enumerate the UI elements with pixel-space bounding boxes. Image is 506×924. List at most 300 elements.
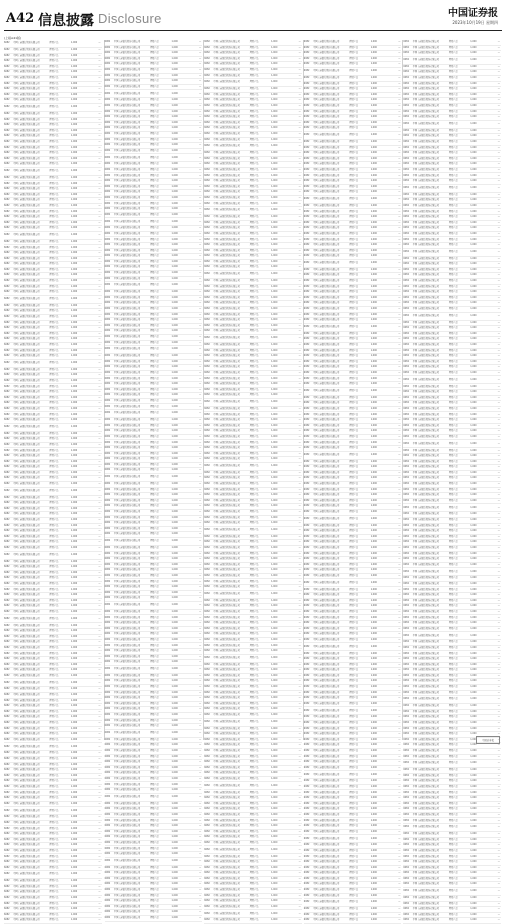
table-cell: 6082 (104, 794, 111, 798)
table-cell: 中国工商银行股份有限公司 (412, 609, 439, 613)
table-cell: 6082 (403, 434, 409, 438)
table-cell: 理财产品 (150, 667, 159, 671)
table-cell: 1,000 (271, 51, 278, 55)
table-cell: — (398, 796, 401, 800)
table-cell: — (497, 576, 500, 580)
table-cell: 中国工商银行股份有限公司 (113, 162, 141, 166)
table-cell: 6082 (403, 697, 409, 701)
table-cell: 1,000 (271, 865, 278, 869)
table-cell: — (398, 40, 401, 44)
table-cell: 理财产品 (150, 916, 159, 920)
table-cell: 1,000 (470, 662, 477, 666)
table-cell: 理财产品 (249, 151, 259, 155)
table-cell: 1,000 (470, 307, 477, 311)
table-cell: 6082 (204, 115, 210, 119)
table-cell: 中国工商银行股份有限公司 (313, 493, 340, 497)
table-cell: 6082 (204, 696, 210, 700)
table-cell: 1,000 (470, 284, 477, 288)
table-cell: 中国工商银行股份有限公司 (313, 562, 340, 566)
table-cell: 理财产品 (249, 457, 259, 461)
table-cell: 6082 (104, 347, 111, 351)
table-cell: 中国工商银行股份有限公司 (13, 98, 40, 102)
table-cell: 中国工商银行股份有限公司 (113, 126, 141, 130)
table-cell: 理财产品 (349, 267, 359, 271)
table-cell: 6082 (104, 737, 111, 741)
table-cell: 1,000 (70, 576, 78, 580)
table-cell: — (398, 470, 401, 474)
table-cell: — (98, 437, 101, 441)
table-cell: — (398, 546, 401, 549)
table-cell: 1,000 (70, 406, 78, 410)
table-cell: — (98, 598, 101, 602)
table-cell: 理财产品 (448, 237, 458, 241)
table-cell: 理财产品 (49, 418, 59, 422)
table-cell: 1,000 (470, 534, 477, 538)
table-cell: 1,000 (370, 215, 377, 219)
table-row (204, 719, 302, 727)
table-cell: 理财产品 (150, 173, 159, 177)
table-cell: 6082 (104, 801, 111, 805)
table-cell: 中国工商银行股份有限公司 (13, 552, 40, 556)
table-cell: 6082 (403, 173, 409, 177)
table-cell: — (98, 593, 101, 597)
table-cell: 6082 (4, 559, 10, 563)
table-cell: — (298, 393, 301, 397)
table-cell: 1,000 (271, 120, 278, 124)
table-cell: 1,000 (370, 843, 377, 847)
table-cell: 6082 (4, 378, 10, 382)
table-cell: — (497, 640, 500, 644)
table-cell: 理财产品 (150, 579, 159, 583)
table-cell: 理财产品 (249, 893, 259, 897)
table-cell: 中国工商银行股份有限公司 (113, 179, 141, 183)
table-cell: 中国工商银行股份有限公司 (412, 848, 439, 852)
table-cell: 中国工商银行股份有限公司 (113, 568, 141, 572)
table-cell: 中国工商银行股份有限公司 (213, 626, 240, 630)
table-cell: 理财产品 (150, 521, 159, 525)
table-cell: 理财产品 (349, 69, 359, 73)
table-cell: — (298, 348, 301, 352)
table-cell: 理财产品 (49, 495, 59, 499)
table-cell: — (497, 173, 500, 177)
table-cell: 理财产品 (448, 215, 458, 219)
table-cell: 1,000 (70, 704, 78, 708)
table-cell: 1,000 (171, 84, 178, 88)
table-cell: 1,000 (171, 812, 178, 816)
table-cell: 中国工商银行股份有限公司 (213, 400, 240, 404)
table-cell: 6082 (303, 307, 310, 311)
table-cell: 1,000 (370, 534, 377, 538)
table-cell: — (298, 701, 301, 705)
table-cell: 1,000 (70, 123, 78, 127)
table-cell: 中国工商银行股份有限公司 (13, 726, 40, 730)
table-cell: 6082 (403, 226, 409, 230)
table-cell: 6082 (403, 401, 409, 405)
table-cell: 中国工商银行股份有限公司 (13, 762, 40, 766)
table-cell: 理财产品 (249, 215, 259, 219)
table-cell: 中国工商银行股份有限公司 (13, 482, 40, 486)
table-cell: 1,000 (370, 615, 377, 619)
table-cell: — (497, 51, 500, 55)
table-cell: 1,000 (70, 604, 78, 608)
table-cell: 6082 (104, 143, 111, 147)
table-cell: 中国工商银行股份有限公司 (13, 220, 40, 224)
table-cell: 1,000 (271, 265, 278, 269)
table-cell: 中国工商银行股份有限公司 (113, 760, 141, 764)
table-cell: 1,000 (171, 579, 178, 583)
table-cell: 理财产品 (249, 208, 259, 212)
table-cell: 中国工商银行股份有限公司 (113, 440, 141, 444)
table-cell: 理财产品 (349, 760, 359, 764)
table-cell: 理财产品 (150, 754, 159, 758)
table-cell: 6082 (204, 120, 210, 124)
table-cell: 中国工商银行股份有限公司 (13, 901, 40, 905)
table-cell: 6082 (303, 562, 310, 566)
table-cell: 1,000 (271, 279, 278, 283)
table-cell: 1,000 (370, 546, 377, 549)
table-cell: 6082 (204, 201, 210, 205)
table-cell: 中国工商银行股份有限公司 (412, 569, 439, 573)
table-cell: 6082 (403, 348, 409, 352)
table-cell: 1,000 (370, 726, 377, 730)
table-cell: 1,000 (271, 62, 278, 66)
table-cell: 理财产品 (448, 768, 458, 772)
table-cell: — (497, 651, 500, 655)
table-cell: 中国工商银行股份有限公司 (113, 231, 141, 235)
table-cell: 6082 (4, 367, 10, 371)
table-cell: — (98, 865, 101, 869)
table-cell: 中国工商银行股份有限公司 (213, 220, 240, 224)
table-cell: 6082 (403, 98, 409, 102)
table-cell: 6082 (204, 585, 210, 589)
table-cell: 6082 (204, 279, 210, 283)
table-cell: 中国工商银行股份有限公司 (313, 459, 340, 463)
table-cell: 6082 (403, 551, 409, 555)
table-cell: — (398, 843, 401, 847)
table-cell: 中国工商银行股份有限公司 (113, 626, 141, 630)
table-cell: 6082 (104, 212, 111, 216)
table-cell: 理财产品 (349, 370, 359, 374)
table-cell: 1,000 (271, 609, 278, 613)
table-cell: 6082 (403, 390, 409, 394)
table-cell: 理财产品 (349, 179, 359, 183)
table-cell: — (497, 784, 500, 788)
table-cell: 理财产品 (150, 446, 159, 450)
table-cell: — (98, 198, 101, 202)
table-cell: 1,000 (70, 488, 78, 492)
table-cell: 1,000 (171, 754, 178, 758)
table-cell: 1,000 (171, 201, 178, 205)
table-row (403, 249, 501, 257)
table-cell: 理财产品 (150, 673, 159, 677)
table-cell: 6082 (204, 51, 210, 55)
table-cell: 中国工商银行股份有限公司 (13, 459, 40, 463)
table-cell: 1,000 (271, 615, 278, 619)
table-cell: 中国工商银行股份有限公司 (313, 529, 340, 533)
table-cell: 中国工商银行股份有限公司 (313, 120, 340, 124)
table-cell: 中国工商银行股份有限公司 (113, 765, 141, 769)
table-cell: 1,000 (70, 901, 78, 905)
table-cell: — (398, 348, 401, 352)
table-cell: — (398, 540, 401, 544)
table-cell: 理财产品 (150, 568, 159, 572)
table-cell: 1,000 (271, 621, 278, 625)
table-cell: 1,000 (470, 51, 477, 55)
table-cell: 1,000 (470, 593, 477, 597)
table-cell: 6082 (303, 87, 310, 91)
table-cell: — (98, 128, 101, 132)
table-cell: 中国工商银行股份有限公司 (13, 604, 40, 608)
table-cell: 1,000 (470, 249, 477, 253)
table-cell: 6082 (403, 290, 409, 294)
table-cell: 中国工商银行股份有限公司 (213, 92, 240, 96)
table-cell: 1,000 (271, 162, 278, 166)
table-cell: 1,000 (470, 651, 477, 655)
table-cell: 1,000 (171, 312, 178, 316)
table-cell: 中国工商银行股份有限公司 (313, 836, 340, 840)
table-cell: 6082 (204, 40, 210, 44)
table-cell: 中国工商银行股份有限公司 (412, 768, 439, 772)
table-cell: 中国工商银行股份有限公司 (213, 754, 240, 758)
table-cell: 1,000 (70, 384, 78, 388)
table-cell: — (497, 243, 500, 247)
table-cell: 6082 (204, 440, 210, 444)
table-cell: 1,000 (271, 370, 278, 374)
table-cell: 中国工商银行股份有限公司 (213, 190, 240, 194)
table-cell: — (398, 829, 401, 833)
table-cell: 中国工商银行股份有限公司 (13, 796, 40, 800)
table-cell: 6082 (303, 248, 310, 252)
table-cell: 理财产品 (448, 459, 458, 463)
table-cell: — (298, 109, 301, 113)
table-cell: 中国工商银行股份有限公司 (13, 105, 40, 109)
table-cell: 1,000 (271, 80, 278, 84)
table-cell: — (199, 824, 202, 828)
table-cell: 中国工商银行股份有限公司 (113, 340, 141, 344)
table-cell: 中国工商银行股份有限公司 (412, 109, 439, 113)
table-cell: 1,000 (370, 388, 377, 392)
table-cell: 理财产品 (448, 249, 458, 253)
table-cell: 1,000 (370, 504, 377, 508)
table-cell: 中国工商银行股份有限公司 (412, 140, 439, 143)
table-cell: 1,000 (370, 662, 377, 666)
table-cell: 中国工商银行股份有限公司 (13, 128, 40, 132)
table-cell: — (199, 801, 202, 805)
table-cell: 1,000 (470, 754, 477, 758)
table-cell: 6082 (204, 295, 210, 299)
table-cell: 理财产品 (349, 743, 359, 747)
table-cell: — (398, 715, 401, 719)
table-cell: — (298, 510, 301, 514)
table-cell: 理财产品 (448, 865, 458, 869)
table-cell: 理财产品 (49, 290, 59, 294)
table-cell: 理财产品 (49, 215, 59, 219)
table-cell: 6082 (204, 162, 210, 166)
table-cell: 1,000 (470, 320, 477, 324)
table-cell: 6082 (403, 512, 409, 516)
table-cell: 1,000 (171, 621, 178, 625)
table-cell: — (398, 243, 401, 247)
table-cell: 1,000 (70, 59, 78, 63)
table-cell: 中国工商银行股份有限公司 (113, 98, 141, 102)
table-cell: 1,000 (470, 779, 477, 783)
table-cell: 6082 (204, 126, 210, 130)
table-cell: — (398, 382, 401, 386)
table-cell: — (199, 690, 202, 694)
table-cell: — (298, 732, 301, 736)
table-cell: 理财产品 (349, 133, 359, 137)
table-cell: 理财产品 (448, 273, 458, 277)
table-cell: 6082 (4, 331, 10, 335)
table-cell: 6082 (204, 626, 210, 630)
table-cell: — (398, 562, 401, 566)
table-cell: 中国工商银行股份有限公司 (13, 279, 40, 283)
table-cell: 1,000 (271, 418, 278, 422)
table-cell: 1,000 (271, 195, 278, 199)
table-cell: — (199, 667, 202, 671)
table-cell: — (398, 568, 401, 572)
table-cell: — (199, 307, 202, 311)
table-cell: 6082 (104, 179, 111, 183)
table-cell: 1,000 (271, 487, 278, 491)
table-cell: 中国工商银行股份有限公司 (113, 782, 141, 786)
table-cell: — (298, 115, 301, 119)
table-cell: — (497, 901, 500, 905)
table-cell: 理财产品 (448, 290, 458, 294)
table-cell: 6082 (403, 337, 409, 341)
table-cell: 6082 (104, 660, 111, 664)
table-cell: 6082 (204, 464, 210, 468)
table-cell: 中国工商银行股份有限公司 (213, 790, 240, 794)
table-cell: 中国工商银行股份有限公司 (13, 251, 40, 255)
table-cell: 中国工商银行股份有限公司 (412, 645, 439, 649)
table-cell: 6082 (104, 387, 111, 391)
table-cell: 理财产品 (49, 454, 59, 458)
table-cell: 1,000 (70, 529, 78, 533)
table-cell: 1,000 (271, 457, 278, 461)
table-cell: — (98, 117, 101, 121)
table-cell: 中国工商银行股份有限公司 (313, 145, 340, 149)
table-cell: 中国工商银行股份有限公司 (13, 506, 40, 510)
table-cell: 6082 (204, 807, 210, 811)
table-cell: 6082 (303, 516, 310, 520)
table-cell: — (98, 92, 101, 96)
table-cell: 中国工商银行股份有限公司 (113, 283, 141, 287)
table-cell: — (98, 459, 101, 463)
table-cell: 理财产品 (150, 237, 159, 241)
table-cell: 6082 (4, 495, 10, 499)
table-cell: — (497, 377, 500, 381)
table-cell: — (199, 359, 202, 363)
table-cell: 理财产品 (150, 109, 159, 113)
table-cell: 理财产品 (249, 156, 259, 160)
table-cell: 中国工商银行股份有限公司 (313, 173, 340, 177)
table-cell: 1,000 (470, 64, 477, 68)
table-cell: 1,000 (370, 248, 377, 252)
table-cell: 中国工商银行股份有限公司 (213, 632, 240, 636)
table-cell: 理财产品 (249, 579, 259, 583)
table-cell: — (98, 233, 101, 237)
table-cell: 中国工商银行股份有限公司 (313, 203, 340, 207)
table-cell: 1,000 (271, 562, 278, 566)
table-cell: 理财产品 (349, 685, 359, 689)
table-cell: — (98, 843, 101, 847)
table-cell: 中国工商银行股份有限公司 (213, 109, 240, 113)
table-cell: 6082 (403, 604, 409, 608)
table-row (403, 824, 501, 832)
table-cell: 理财产品 (49, 181, 59, 185)
table-cell: 1,000 (370, 796, 377, 800)
table-cell: 1,000 (70, 284, 78, 288)
table-cell: 中国工商银行股份有限公司 (13, 884, 40, 888)
table-cell: 6082 (303, 708, 310, 712)
table-cell: 1,000 (370, 848, 377, 852)
table-cell: 6082 (204, 423, 210, 427)
table-cell: — (199, 916, 202, 920)
table-cell: — (98, 801, 101, 805)
table-cell: 中国工商银行股份有限公司 (412, 761, 439, 765)
table-cell: 中国工商银行股份有限公司 (412, 459, 439, 463)
table-cell: — (497, 837, 500, 841)
table-cell: — (497, 534, 500, 538)
table-cell: 6082 (403, 626, 409, 630)
table-cell: 1,000 (70, 534, 78, 538)
table-cell: 1,000 (271, 551, 278, 555)
table-cell: 中国工商银行股份有限公司 (412, 796, 439, 800)
table-cell: 1,000 (370, 657, 377, 661)
table-cell: 6082 (403, 128, 409, 132)
table-cell: 1,000 (171, 585, 178, 589)
table-cell: 1,000 (70, 337, 78, 341)
table-cell: — (298, 546, 301, 549)
table-cell: 中国工商银行股份有限公司 (313, 109, 340, 113)
table-cell: — (298, 719, 301, 723)
table-cell: 1,000 (70, 540, 78, 544)
table-cell: 理财产品 (49, 698, 59, 702)
table-cell: 6082 (403, 865, 409, 869)
table-cell: 理财产品 (49, 609, 59, 613)
table-cell: 6082 (4, 192, 10, 196)
table-cell: 1,000 (370, 860, 377, 864)
table-cell: 1,000 (70, 896, 78, 900)
table-cell: 6082 (4, 587, 10, 591)
table-cell: 中国工商银行股份有限公司 (412, 395, 439, 399)
table-cell: 中国工商银行股份有限公司 (412, 115, 439, 119)
table-cell: 1,000 (171, 91, 178, 95)
table-cell: 理财产品 (349, 173, 359, 177)
table-cell: — (398, 679, 401, 683)
section-title-en: Disclosure (98, 11, 162, 26)
table-cell: 中国工商银行股份有限公司 (213, 749, 240, 752)
table-cell: 中国工商银行股份有限公司 (412, 434, 439, 438)
table-cell: 中国工商银行股份有限公司 (313, 87, 340, 91)
table-cell: 中国工商银行股份有限公司 (313, 587, 340, 591)
table-cell: — (497, 185, 500, 189)
table-cell: 6082 (204, 418, 210, 422)
table-cell: 理财产品 (249, 504, 259, 508)
table-cell: 6082 (303, 423, 310, 427)
table-cell: — (199, 724, 202, 728)
table-cell: 理财产品 (448, 679, 458, 683)
table-cell: 理财产品 (49, 140, 59, 143)
table-cell: 6082 (4, 343, 10, 346)
table-cell: 中国工商银行股份有限公司 (313, 62, 340, 66)
table-cell: 理财产品 (448, 754, 458, 758)
table-cell: — (199, 387, 202, 391)
table-cell: 理财产品 (49, 367, 59, 371)
table-cell: 理财产品 (448, 715, 458, 719)
table-cell: — (497, 704, 500, 708)
